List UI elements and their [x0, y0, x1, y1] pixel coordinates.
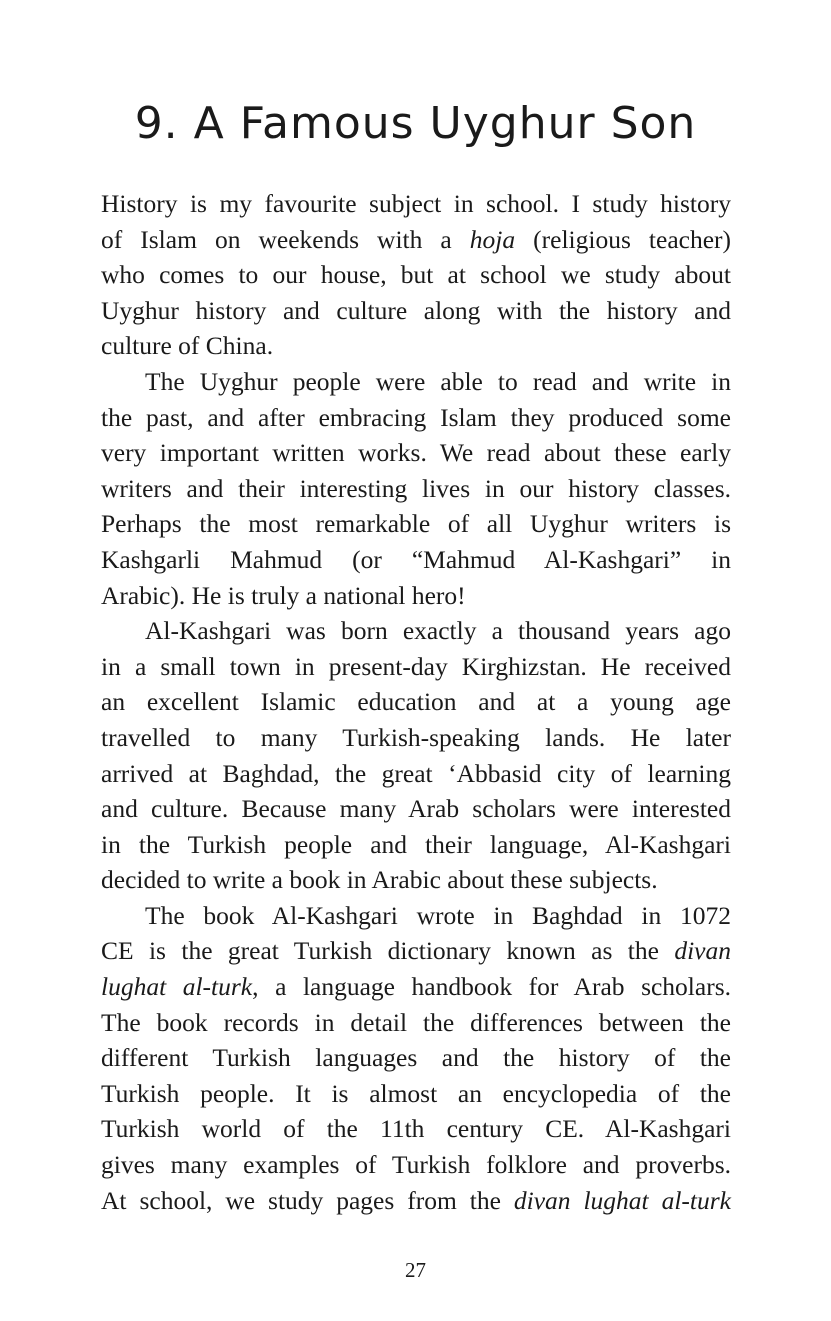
text-line: [101, 1183, 731, 1219]
text-line: [101, 471, 731, 507]
text-segment: in a small town in present-day Kirghizstan. He received: [101, 651, 731, 681]
text-line: [101, 898, 731, 934]
text-segment: Uyghur history and culture along with the history and: [101, 295, 731, 325]
chapter-title: 9. A Famous Uyghur Son: [134, 98, 697, 149]
text-segment: At school, we study pages from the: [101, 1185, 514, 1215]
text-line: [101, 293, 731, 329]
text-line: [101, 257, 731, 293]
text-line: [101, 1111, 731, 1147]
text-segment: travelled to many Turkish-speaking lands. He later: [101, 722, 731, 752]
text-line: [101, 613, 731, 649]
text-line: [101, 969, 731, 1005]
body-text: [101, 186, 731, 1218]
text-line: [101, 400, 731, 436]
text-segment: decided to write a book in Arabic about these subjects.: [101, 865, 658, 895]
text-line: [101, 328, 731, 364]
text-line: [101, 435, 731, 471]
text-segment: The book Al-Kashgari wrote in Baghdad in 1072: [145, 900, 731, 930]
text-segment: different Turkish languages and the history of the: [101, 1043, 731, 1073]
text-line: [101, 1076, 731, 1112]
text-line: [101, 862, 731, 898]
text-line: [101, 542, 731, 578]
text-segment: culture of China.: [101, 331, 274, 361]
italic-term: divan lughat al-turk: [513, 1185, 731, 1215]
text-line: [101, 649, 731, 685]
text-line: [101, 684, 731, 720]
text-segment: The book records in detail the differences between the: [101, 1007, 731, 1037]
text-segment: (religious teacher): [515, 224, 732, 254]
text-segment: Al-Kashgari was born exactly a thousand years ago: [145, 616, 731, 646]
text-line: [101, 1040, 731, 1076]
text-segment: CE is the great Turkish dictionary known as the: [101, 936, 675, 966]
text-segment: and culture. Because many Arab scholars were interested: [101, 794, 731, 824]
page-number: 27: [405, 1258, 426, 1282]
text-segment: the past, and after embracing Islam they produced some: [101, 402, 731, 432]
text-line: [101, 186, 731, 222]
text-segment: History is my favourite subject in school. I study history: [101, 189, 731, 218]
text-segment: Kashgarli Mahmud (or “Mahmud Al-Kashgari” in: [101, 544, 731, 574]
text-line: [101, 578, 731, 614]
text-segment: very important written works. We read about these early: [101, 438, 731, 468]
text-segment: arrived at Baghdad, the great ‘Abbasid city of learning: [101, 758, 731, 788]
text-line: [101, 827, 731, 863]
text-line: [101, 756, 731, 792]
text-segment: Arabic). He is truly a national hero!: [101, 580, 466, 610]
text-segment: an excellent Islamic education and at a young age: [101, 687, 731, 717]
italic-term: hoja: [469, 224, 516, 254]
text-segment: The Uyghur people were able to read and write in: [145, 366, 731, 396]
text-segment: , a language handbook for Arab scholars.: [252, 972, 731, 1002]
text-line: [101, 364, 731, 400]
text-line: [101, 720, 731, 756]
italic-term: divan: [674, 936, 731, 966]
text-segment: of Islam on weekends with a: [101, 224, 470, 254]
text-line: [101, 1147, 731, 1183]
text-line: [101, 791, 731, 827]
italic-term: lughat al-turk: [101, 972, 253, 1002]
text-line: [101, 506, 731, 542]
text-segment: Perhaps the most remarkable of all Uyghur writers is: [101, 509, 731, 539]
text-line: [101, 933, 731, 969]
text-segment: who comes to our house, but at school we study about: [101, 260, 731, 290]
text-line: [101, 222, 731, 258]
text-segment: in the Turkish people and their language, Al-Kashgari: [101, 829, 731, 859]
text-segment: Turkish people. It is almost an encyclopedia of the: [101, 1078, 731, 1108]
text-segment: writers and their interesting lives in our history classes.: [101, 473, 731, 503]
text-segment: Turkish world of the 11th century CE. Al-Kashgari: [101, 1114, 731, 1144]
text-line: [101, 1005, 731, 1041]
text-segment: gives many examples of Turkish folklore and proverbs.: [101, 1150, 731, 1180]
